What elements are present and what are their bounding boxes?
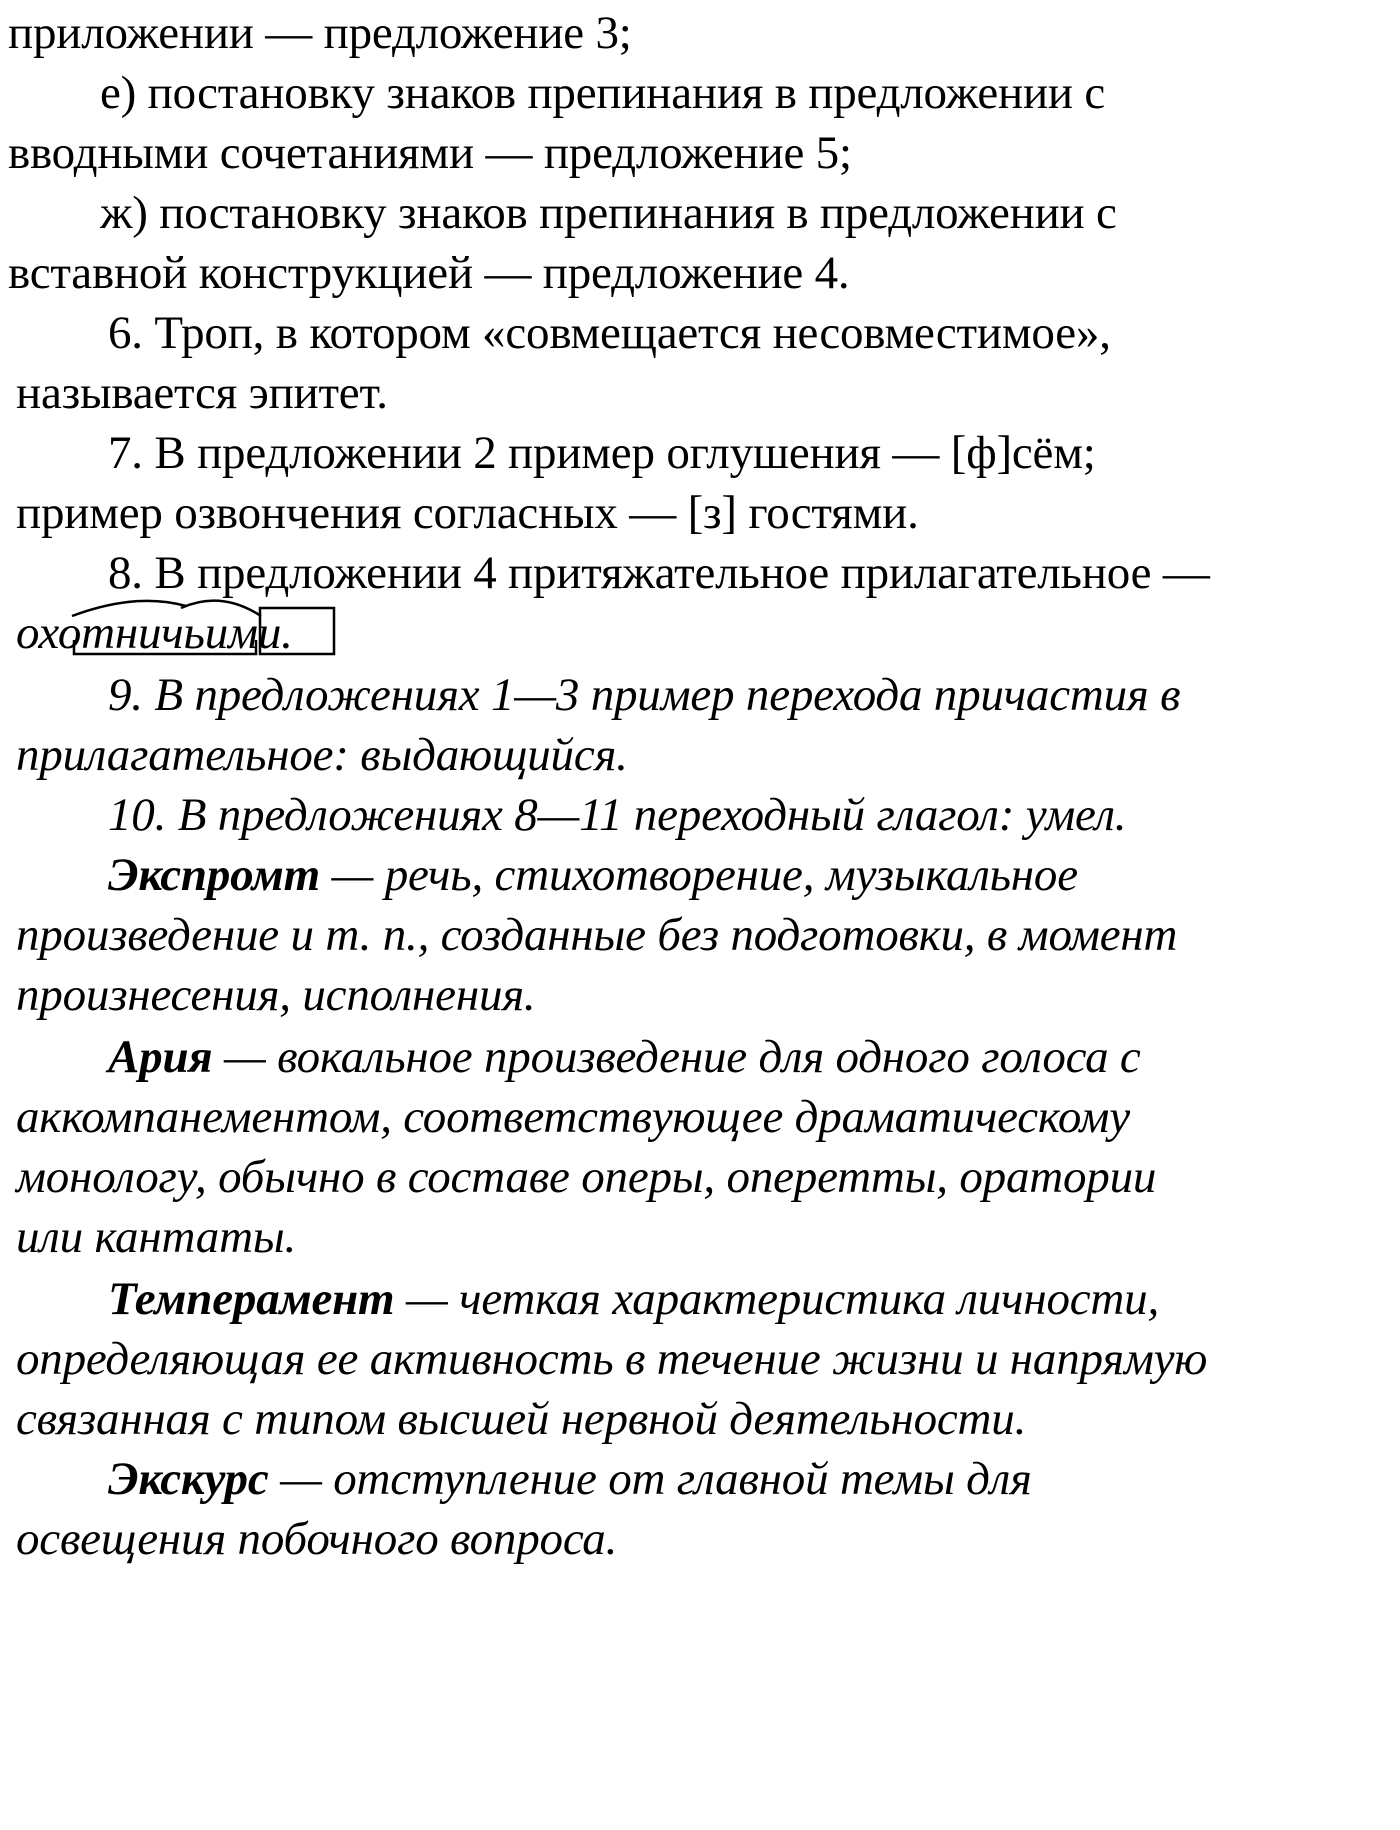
text-line: или кантаты. xyxy=(16,1211,297,1263)
text-line: приложении — предложение 3; xyxy=(8,7,632,59)
definition: — речь, стихотворение, музыкальное xyxy=(320,849,1078,901)
definition: — отступление от главной темы для xyxy=(268,1453,1032,1505)
morpheme-root-arc-icon xyxy=(72,601,186,616)
text-line: е) постановку знаков препинания в предложении с xyxy=(100,67,1106,119)
morphemic-parse-word xyxy=(16,607,282,659)
parsed-word: охотничьими xyxy=(16,607,282,659)
definition: — четкая характеристика личности, xyxy=(394,1273,1159,1325)
text-line: 8. В предложении 4 притяжательное прилагательное — xyxy=(108,547,1210,599)
definition-line xyxy=(108,849,1078,901)
text-line: освещения побочного вопроса. xyxy=(16,1513,618,1565)
morphemic-word-line xyxy=(16,607,293,659)
sentence-end: . xyxy=(281,607,293,659)
text-line: произведение и т. п., созданные без подготовки, в момент xyxy=(16,909,1178,961)
text-line: вводными сочетаниями — предложение 5; xyxy=(8,127,852,179)
term: Экспромт xyxy=(108,849,320,901)
ending-box-icon xyxy=(260,608,334,654)
text-line: аккомпанементом, соответствующее драматическому xyxy=(16,1091,1130,1143)
text-line: прилагательное: выдающийся. xyxy=(16,729,628,781)
term: Экскурс xyxy=(108,1453,269,1505)
definition-line xyxy=(108,1273,1159,1325)
morpheme-marks xyxy=(16,596,346,666)
definition-line xyxy=(108,1031,1141,1083)
text-line: 6. Троп, в котором «совмещается несовместимое», xyxy=(108,307,1111,359)
text-line: 9. В предложениях 1—3 пример перехода причастия в xyxy=(108,669,1181,721)
definition: — вокальное произведение для одного голоса с xyxy=(212,1031,1141,1083)
text-line: монологу, обычно в составе оперы, оперетты, оратории xyxy=(16,1151,1157,1203)
text-line: вставной конструкцией — предложение 4. xyxy=(8,247,850,299)
text-line: пример озвончения согласных — [з] гостями. xyxy=(16,487,919,539)
text-line: определяющая ее активность в течение жизни и напрямую xyxy=(16,1333,1208,1385)
text-line: 7. В предложении 2 пример оглушения — [ф]сём; xyxy=(108,427,1096,479)
term: Ария xyxy=(108,1031,213,1083)
definition-line xyxy=(108,1453,1032,1505)
term: Темперамент xyxy=(108,1273,395,1325)
text-line: называется эпитет. xyxy=(16,367,388,419)
stem-bracket-icon xyxy=(74,640,256,654)
morpheme-suffix-arc-icon xyxy=(181,601,261,616)
text-line: связанная с типом высшей нервной деятельности. xyxy=(16,1393,1027,1445)
text-line: 10. В предложениях 8—11 переходный глагол: умел. xyxy=(108,789,1127,841)
text-line: ж) постановку знаков препинания в предложении с xyxy=(100,187,1117,239)
text-line: произнесения, исполнения. xyxy=(16,969,536,1021)
